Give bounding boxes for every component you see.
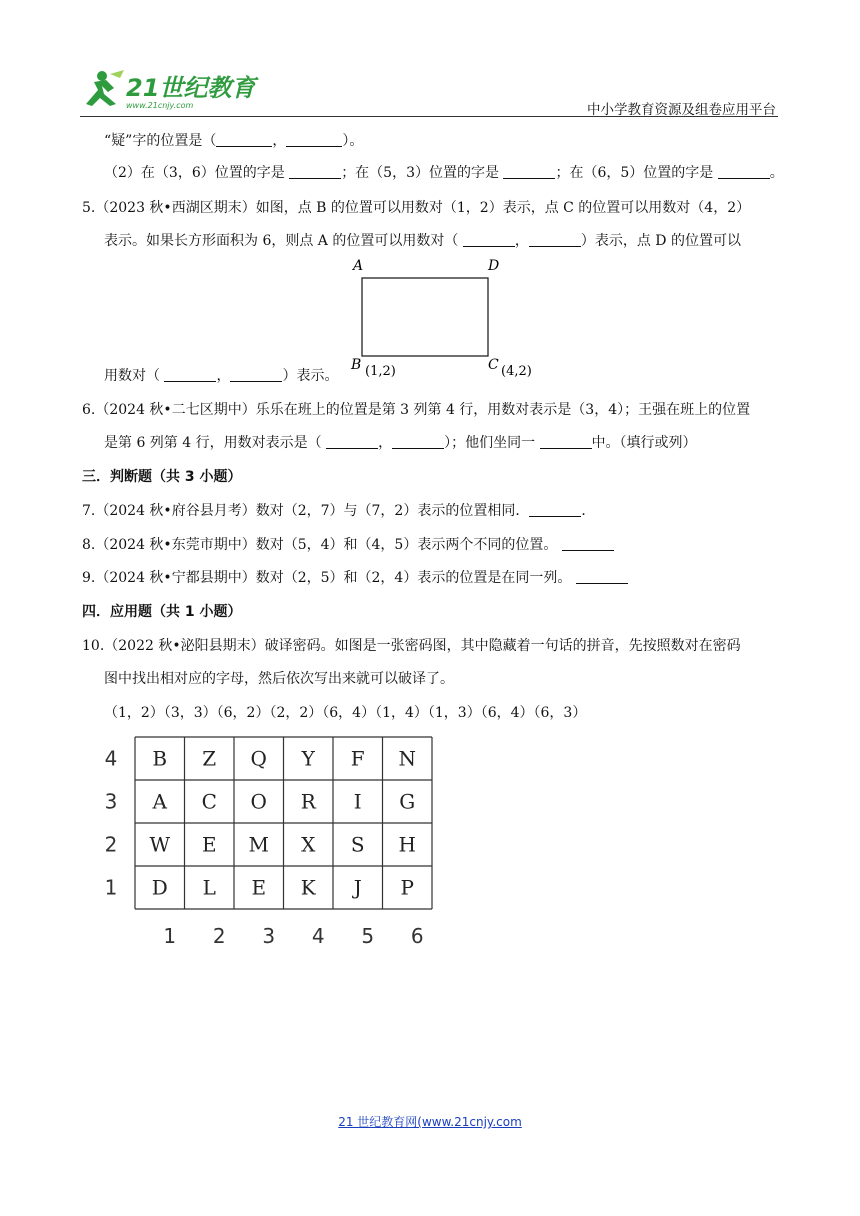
grid-cell-letter: B <box>152 746 168 771</box>
grid-cell-letter: C <box>201 789 217 814</box>
q4-text: ；在（5，3）位置的字是 <box>341 165 500 181</box>
q5-sep: ， <box>514 233 529 249</box>
q9-text: 9.（2024 秋•宁都县期中）数对（2，5）和（2，4）表示的位置是在同一列。 <box>82 570 572 586</box>
q4-text: （2）在（3，6）位置的字是 <box>104 165 285 181</box>
answer-blank[interactable] <box>540 434 592 449</box>
grid-row-label: 4 <box>104 746 118 771</box>
grid-col-label: 3 <box>262 924 276 948</box>
grid-cell-letter: D <box>151 875 168 900</box>
q6-text: ）；他们坐同一 <box>444 435 536 451</box>
q5-text: ）表示。 <box>282 368 339 384</box>
q6-line2 <box>104 432 697 452</box>
grid-cell-letter: F <box>350 746 365 771</box>
label-b: B <box>351 357 362 373</box>
answer-blank[interactable] <box>503 164 555 179</box>
grid-cell-letter: A <box>152 789 167 814</box>
coord-c: (4,2) <box>501 364 532 379</box>
q5-line2 <box>104 230 741 250</box>
site-name: 中小学教育资源及组卷应用平台 <box>587 102 776 118</box>
answer-blank[interactable] <box>576 569 628 584</box>
footer-link[interactable]: 21 世纪教育网(www.21cnjy.com <box>338 1115 522 1129</box>
grid-cell-letter: L <box>202 875 216 900</box>
grid-cell-letter: O <box>250 789 267 814</box>
grid-cell-letter: E <box>201 832 217 857</box>
logo-text: 21世纪教育 <box>126 74 256 102</box>
q4-sep: ， <box>272 133 287 149</box>
label-a: A <box>353 258 364 274</box>
grid-cell-letter: I <box>353 789 362 814</box>
grid-col-label: 2 <box>212 924 226 948</box>
logo-url: www.21cnjy.com <box>126 101 194 110</box>
grid-row-label: 2 <box>104 832 118 857</box>
q6-text: 中。（填行或列） <box>591 435 697 451</box>
grid-cell-letter: Q <box>250 746 267 771</box>
q4-text: 。 <box>769 165 784 181</box>
grid-cell-letter: Z <box>202 746 217 771</box>
q10-line3: （1，2）（3，3）（6，2）（2，2）（6，4）（1，4）（1，3）（6，4）（6，3） <box>104 705 587 721</box>
code-grid <box>100 735 440 950</box>
q8-line <box>82 534 614 554</box>
grid-row-label: 1 <box>104 875 118 900</box>
grid-col-label: 5 <box>361 924 375 948</box>
grid-cell-letter: R <box>300 789 316 814</box>
header-divider <box>80 116 778 117</box>
answer-blank[interactable] <box>326 434 378 449</box>
grid-cell-letter: E <box>251 875 267 900</box>
label-c: C <box>488 357 499 373</box>
answer-blank[interactable] <box>529 232 581 247</box>
rectangle-abcd <box>362 278 488 356</box>
coord-b: (1,2) <box>365 364 396 379</box>
grid-cell-letter: N <box>398 746 416 771</box>
grid-cell-letter: H <box>398 832 416 857</box>
grid-cell-letter: G <box>399 789 416 814</box>
q10-line1: 10.（2022 秋•泌阳县期末）破译密码。如图是一张密码图，其中隐藏着一句话的拼音，先按照数对在密码 <box>82 638 741 654</box>
grid-col-label: 1 <box>163 924 177 948</box>
q4-text: ；在（6，5）位置的字是 <box>555 165 714 181</box>
grid-cell-letter: S <box>350 832 365 857</box>
grid-col-label: 6 <box>410 924 424 948</box>
answer-blank[interactable] <box>463 232 515 247</box>
rectangle-figure <box>345 255 545 385</box>
q5-line1: 5.（2023 秋•西湖区期末）如图，点 B 的位置可以用数对（1，2）表示，点 C 的位置可以用数对（4，2） <box>82 200 751 216</box>
q6-text: 是第 6 列第 4 行，用数对表示是（ <box>104 435 322 451</box>
answer-blank[interactable] <box>164 367 216 382</box>
answer-blank[interactable] <box>216 132 272 147</box>
grid-cell-letter: X <box>301 832 316 857</box>
section-title-judgement: 三．判断题（共 3 小题） <box>82 469 242 485</box>
runner-logo-icon <box>80 66 260 112</box>
q10-line2: 图中找出相对应的字母，然后依次写出来就可以破译了。 <box>104 671 454 687</box>
footer <box>0 1113 860 1130</box>
answer-blank[interactable] <box>230 367 282 382</box>
q6-sep: ， <box>378 435 393 451</box>
q5-text: 表示。如果长方形面积为 6，则点 A 的位置可以用数对（ <box>104 233 459 249</box>
q5-text: ）表示，点 D 的位置可以 <box>580 233 741 249</box>
answer-blank[interactable] <box>289 164 341 179</box>
label-d: D <box>488 258 500 274</box>
grid-cell-letter: K <box>300 875 316 900</box>
grid-cell-letter: Y <box>301 746 315 771</box>
q5-line3 <box>104 365 338 385</box>
q8-text: 8.（2024 秋•东莞市期中）数对（5，4）和（4，5）表示两个不同的位置。 <box>82 537 558 553</box>
q6-line1: 6.（2024 秋•二七区期中）乐乐在班上的位置是第 3 列第 4 行，用数对表示是（3，4）；王强在班上的位置 <box>82 402 751 418</box>
grid-cell-letter: P <box>400 875 414 900</box>
answer-blank[interactable] <box>392 434 444 449</box>
q4-line2 <box>104 162 784 182</box>
site-logo <box>80 66 260 112</box>
q7-text: 7.（2024 秋•府谷县月考）数对（2，7）与（7，2）表示的位置相同． <box>82 503 530 519</box>
q4-line1 <box>104 130 363 150</box>
q7-end: ． <box>581 503 596 519</box>
grid-row-label: 3 <box>104 789 118 814</box>
grid-cell-letter: J <box>353 875 362 900</box>
grid-col-label: 4 <box>311 924 325 948</box>
answer-blank[interactable] <box>529 502 581 517</box>
answer-blank[interactable] <box>286 132 342 147</box>
grid-cell-letter: M <box>248 832 269 857</box>
q4-text: “疑”字的位置是（ <box>104 133 217 149</box>
q5-sep: ， <box>216 368 231 384</box>
grid-cell-letter: W <box>149 832 171 857</box>
section-title-application: 四．应用题（共 1 小题） <box>82 604 242 620</box>
q5-text: 用数对（ <box>104 368 160 384</box>
answer-blank[interactable] <box>562 536 614 551</box>
q7-line <box>82 500 595 520</box>
q4-text: ）。 <box>342 133 364 149</box>
q9-line <box>82 567 628 587</box>
answer-blank[interactable] <box>718 164 770 179</box>
